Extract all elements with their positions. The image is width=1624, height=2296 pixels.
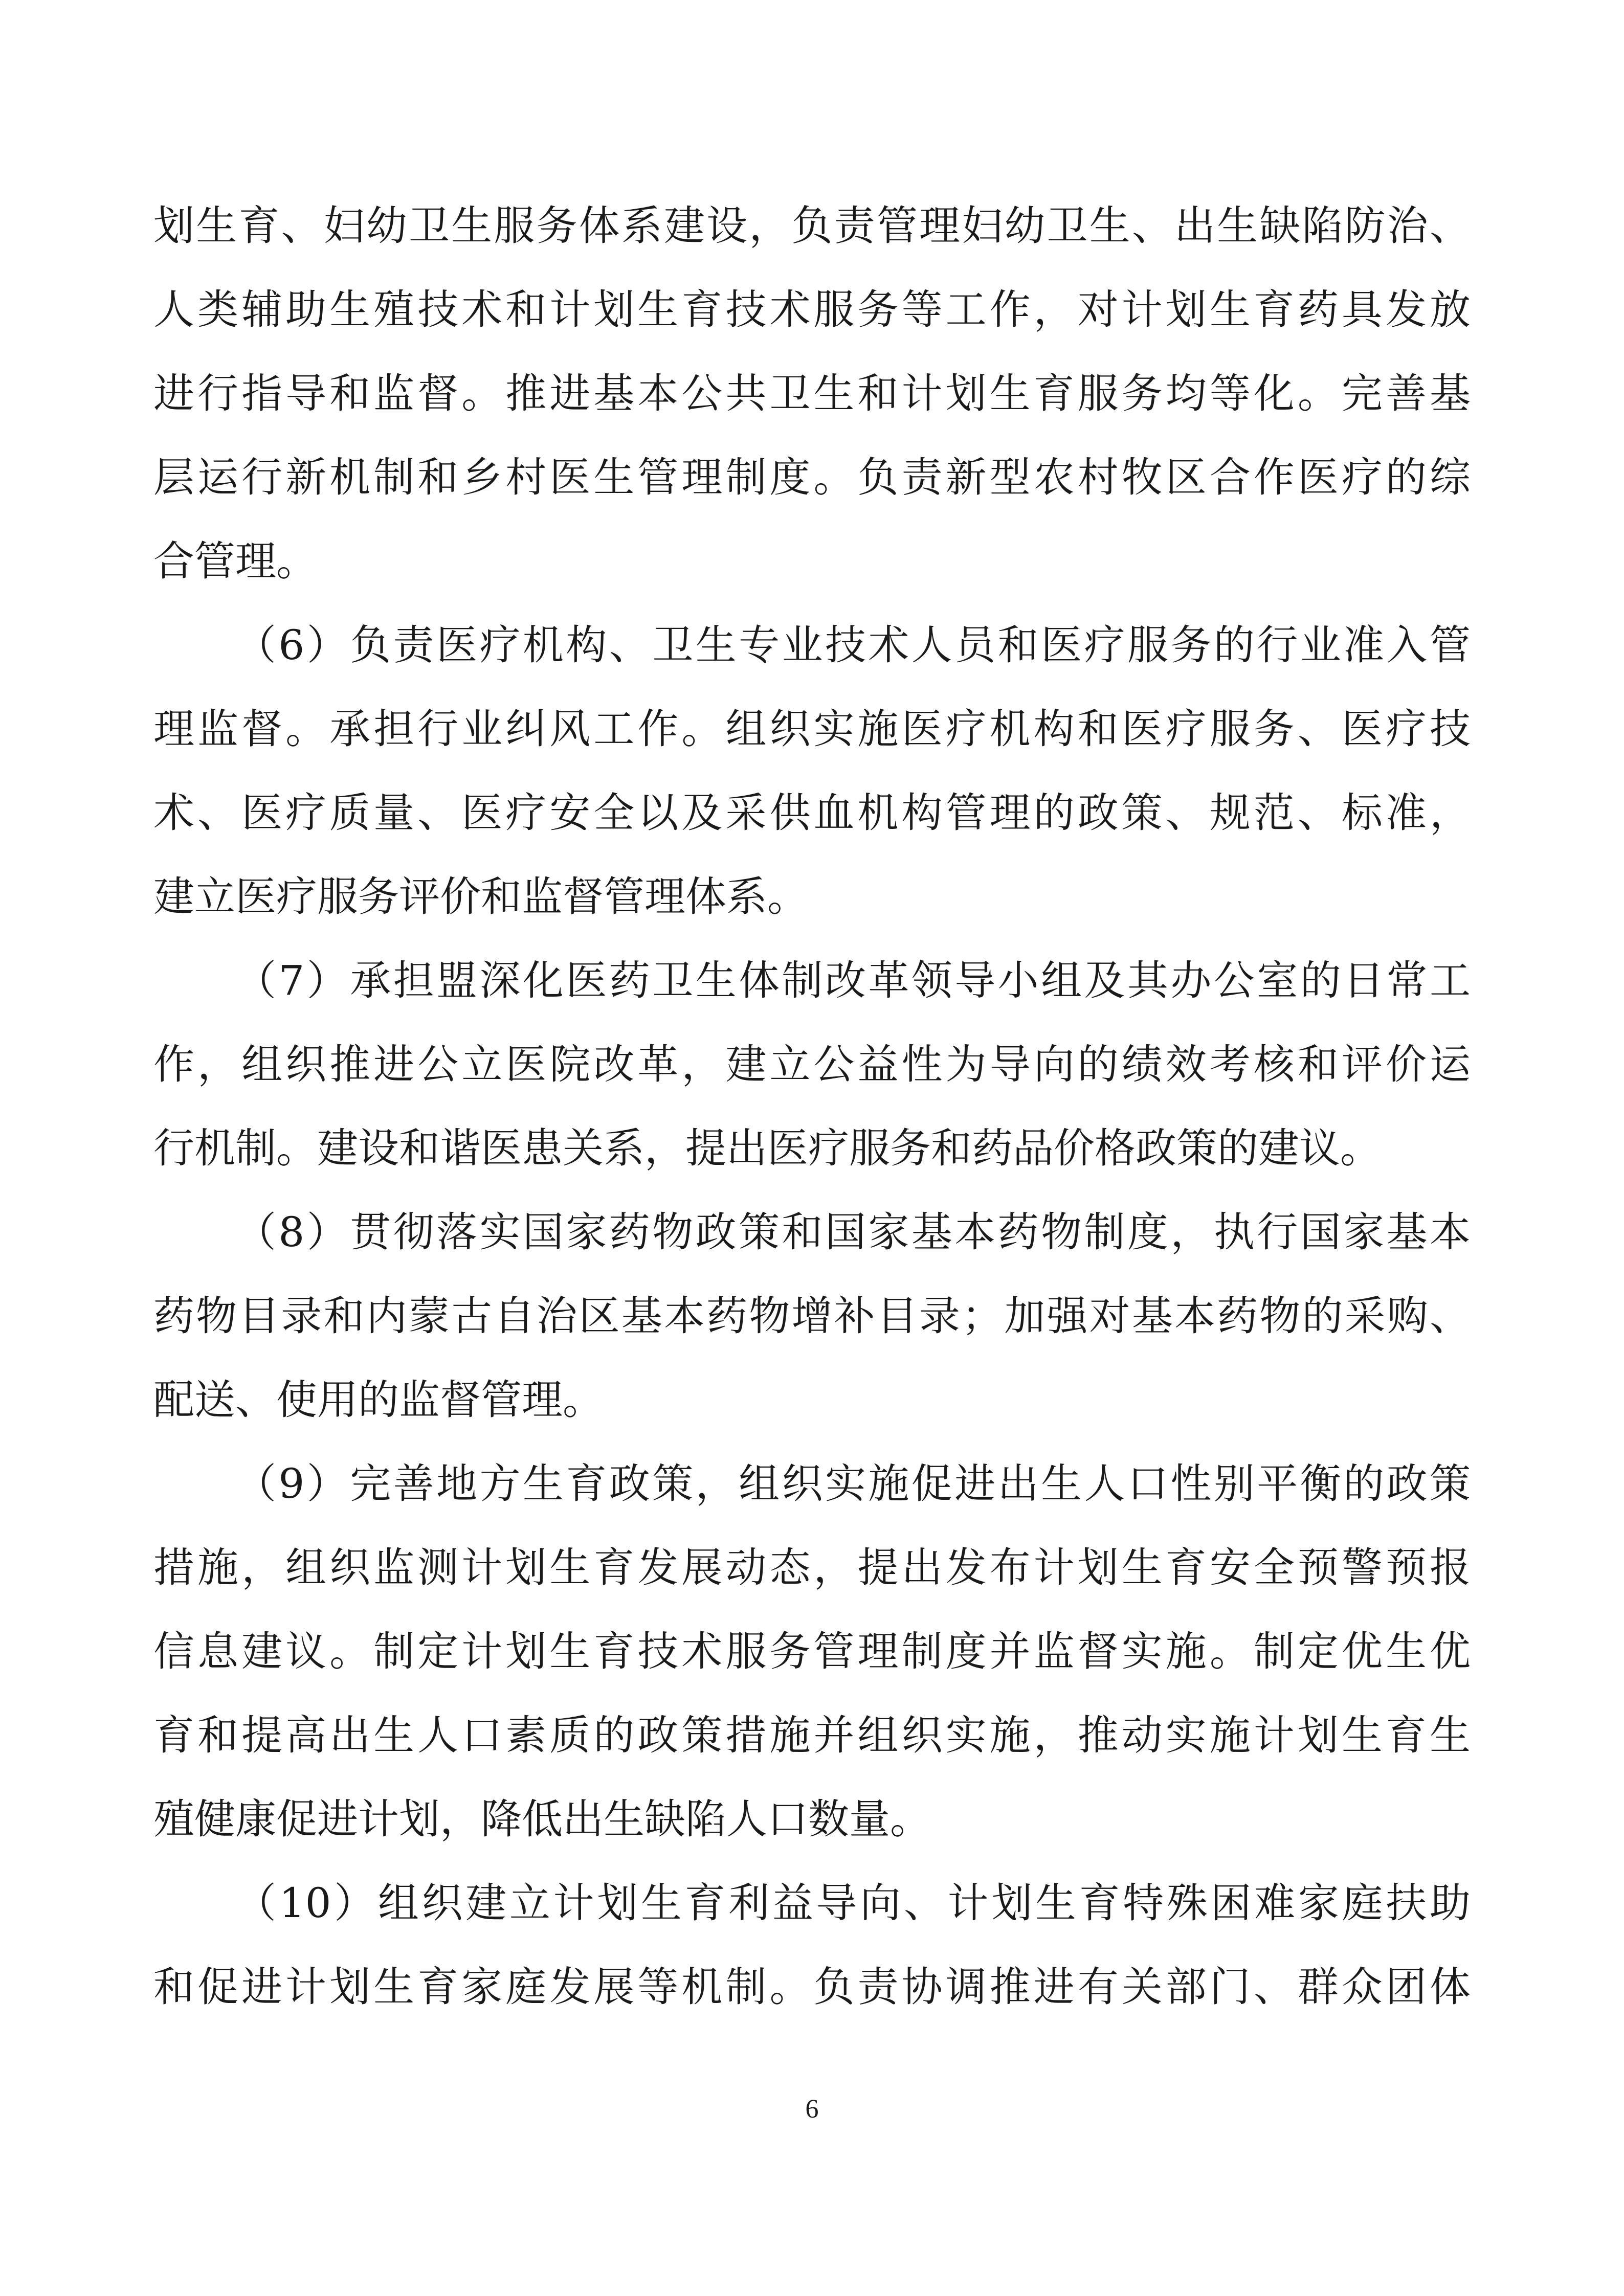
text-line: 人类辅助生殖技术和计划生育技术服务等工作，对计划生育药具发放 bbox=[153, 286, 1471, 333]
page-number: 6 bbox=[805, 2095, 819, 2124]
text-line: 育和提高出生人口素质的政策措施并组织实施，推动实施计划生育生 bbox=[153, 1712, 1471, 1759]
text-line: 作，组织推进公立医院改革，建立公益性为导向的绩效考核和评价运 bbox=[153, 1041, 1471, 1088]
text-line: （10）组织建立计划生育利益导向、计划生育特殊困难家庭扶助 bbox=[235, 1879, 1471, 1927]
text-line: 措施，组织监测计划生育发展动态，提出发布计划生育安全预警预报 bbox=[153, 1544, 1471, 1591]
text-line: 合管理。 bbox=[153, 537, 317, 585]
text-line: 理监督。承担行业纠风工作。组织实施医疗机构和医疗服务、医疗技 bbox=[153, 705, 1471, 753]
text-line: （8）贯彻落实国家药物政策和国家基本药物制度，执行国家基本 bbox=[235, 1208, 1471, 1256]
text-line: 药物目录和内蒙古自治区基本药物增补目录；加强对基本药物的采购、 bbox=[153, 1292, 1471, 1340]
text-line: 进行指导和监督。推进基本公共卫生和计划生育服务均等化。完善基 bbox=[153, 370, 1471, 417]
text-line: 配送、使用的监督管理。 bbox=[153, 1376, 604, 1424]
text-line: 殖健康促进计划，降低出生缺陷人口数量。 bbox=[153, 1795, 931, 1843]
text-line: （9）完善地方生育政策，组织实施促进出生人口性别平衡的政策 bbox=[235, 1460, 1471, 1507]
text-line: 行机制。建设和谐医患关系，提出医疗服务和药品价格政策的建议。 bbox=[153, 1124, 1381, 1172]
text-line: 和促进计划生育家庭发展等机制。负责协调推进有关部门、群众团体 bbox=[153, 1963, 1471, 2011]
text-line: （6）负责医疗机构、卫生专业技术人员和医疗服务的行业准入管 bbox=[235, 621, 1471, 669]
body-text bbox=[153, 184, 1471, 2029]
text-line: 建立医疗服务评价和监督管理体系。 bbox=[153, 873, 808, 920]
text-line: 术、医疗质量、医疗安全以及采供血机构管理的政策、规范、标准， bbox=[153, 789, 1471, 837]
text-line: 层运行新机制和乡村医生管理制度。负责新型农村牧区合作医疗的综 bbox=[153, 454, 1471, 501]
text-line: （7）承担盟深化医药卫生体制改革领导小组及其办公室的日常工 bbox=[235, 957, 1471, 1004]
text-line: 信息建议。制定计划生育技术服务管理制度并监督实施。制定优生优 bbox=[153, 1628, 1471, 1675]
text-line: 划生育、妇幼卫生服务体系建设，负责管理妇幼卫生、出生缺陷防治、 bbox=[153, 202, 1471, 250]
